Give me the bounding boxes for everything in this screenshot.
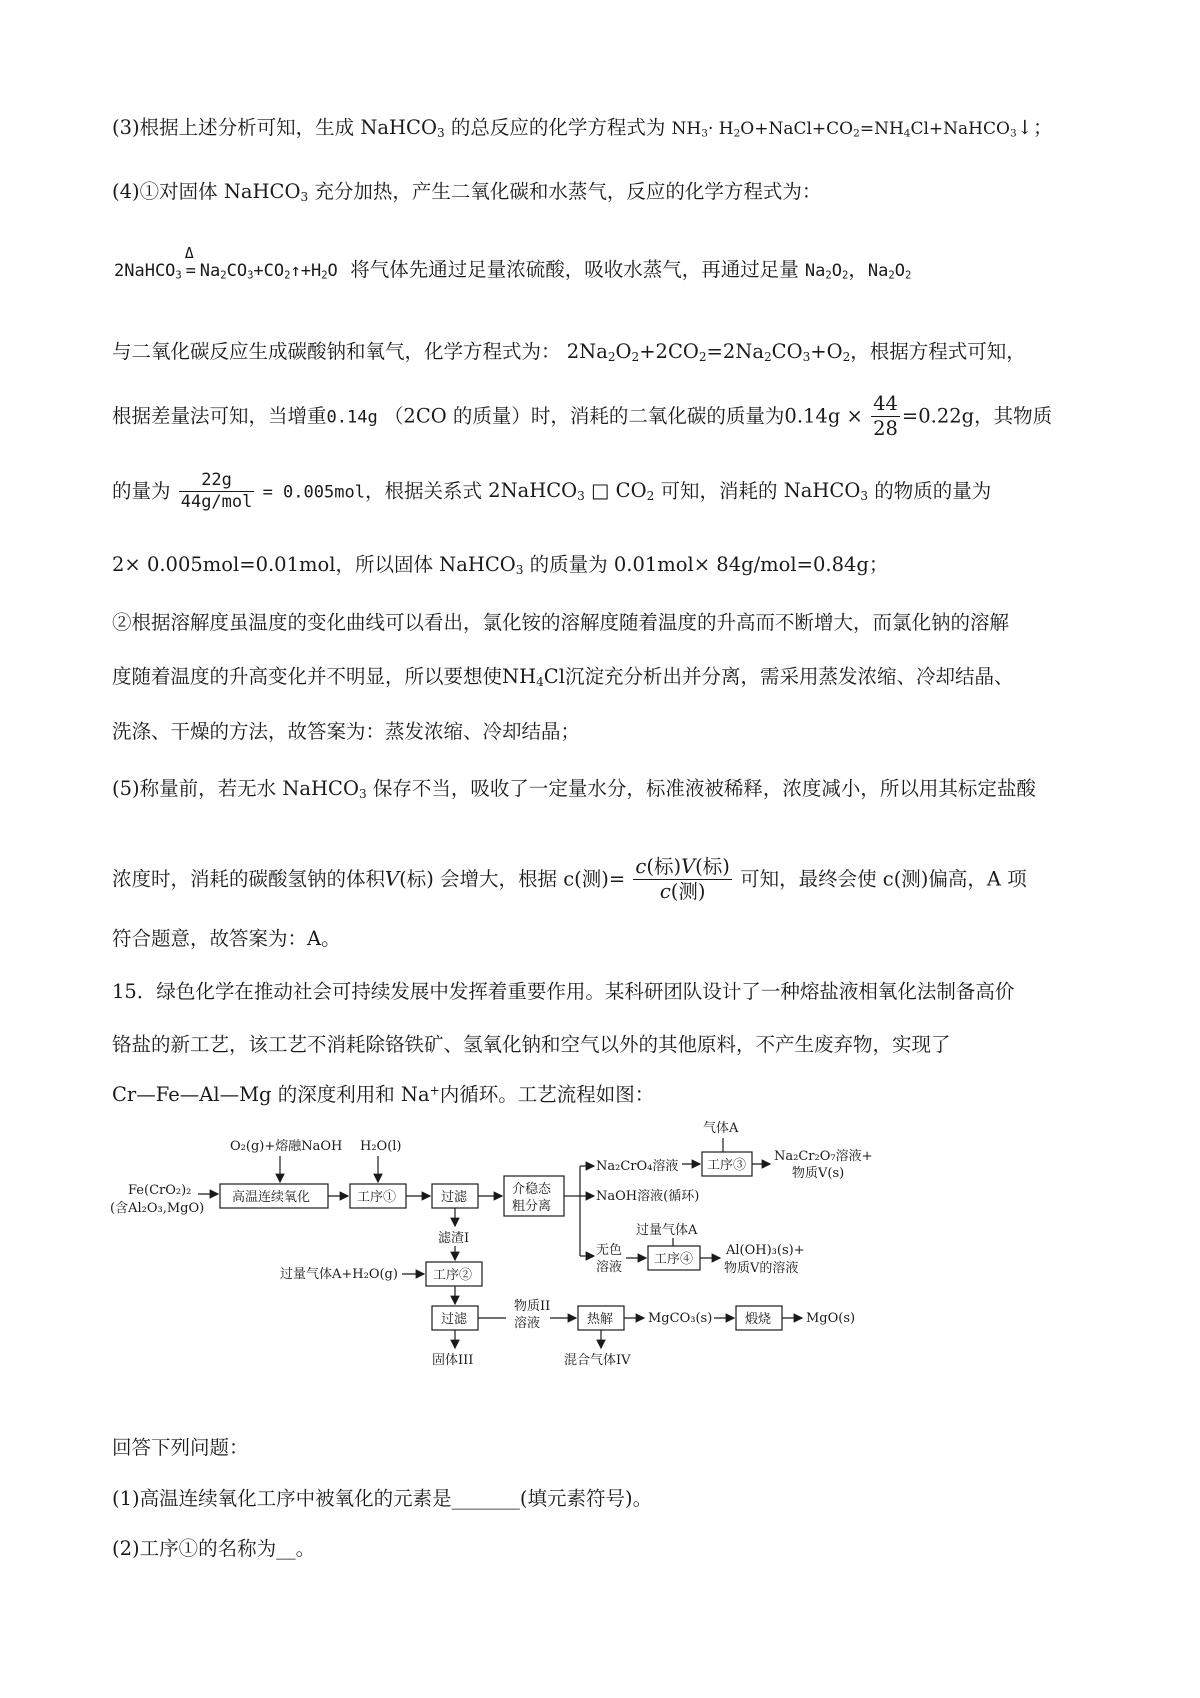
label-na2cro4: Na₂CrO₄溶液	[596, 1159, 679, 1174]
label-excess-gas-a: 过量气体A	[636, 1223, 698, 1238]
box-label: 热解	[587, 1312, 614, 1327]
diff-c: 0.14g ×	[784, 404, 863, 428]
para5-c2: 会增大，根据 c(测)=	[440, 867, 626, 891]
label-gas-a-water: 过量气体A+H₂O(g)	[280, 1267, 398, 1282]
sol-2a: 度随着温度的升高变化并不明显，所以要想使	[112, 665, 503, 688]
na2o2-reaction-line	[112, 340, 1026, 365]
amount-eq: = 0.005mol	[262, 482, 365, 503]
fraction-22-44	[179, 470, 255, 514]
para3-mid: 的总反应的化学方程式为	[450, 116, 666, 139]
amount-line	[112, 470, 991, 514]
label-substance-v-solution: 物质V的溶液	[724, 1261, 799, 1276]
fraction-numerator: c(标)V(标)	[633, 855, 731, 880]
para3-line	[112, 116, 1053, 141]
q15-line-2: 铬盐的新工艺，该工艺不消耗除铬铁矿、氢氧化钠和空气以外的其他原料，不产生废弃物，实现了	[112, 1033, 951, 1056]
diff-mass: 0.14g	[326, 407, 378, 428]
amount-b: ，根据关系式	[364, 479, 482, 503]
calc-line	[112, 553, 889, 578]
label-substance-ii: 物质II	[514, 1299, 551, 1314]
process-flow-diagram	[110, 1108, 970, 1378]
para4-by-eq: ，根据方程式可知，	[850, 340, 1026, 363]
box-label: 工序③	[707, 1158, 747, 1173]
para5-line-3: 符合题意，故答案为：A。	[112, 927, 341, 950]
formula-na2o2: $Na_2O_2$	[804, 261, 849, 282]
na2o2-equation: $2Na_2O_2+2CO_2=2Na_2CO_3+O_2$	[566, 340, 851, 365]
sub-question-1: (1)高温连续氧化工序中被氧化的元素是_______(填元素符号)。	[112, 1487, 653, 1510]
para4-na2o2-react: 与二氧化碳反应生成碳酸钠和氧气，化学方程式为：	[112, 340, 561, 363]
formula-nahco3: NaHCO$_3$	[282, 777, 367, 802]
para5-line-1	[112, 777, 1036, 802]
formula-nahco3: NaHCO$_3$	[439, 553, 524, 578]
para4-intro-b: 充分加热，产生二氧化碳和水蒸气，反应的化学方程式为：	[314, 180, 822, 203]
para5-line-2: 浓度时，消耗的碳酸氢钠的体积V(标) 会增大，根据 c(测)= $\frac{\text{c(标)V(标)}}{\text{c(测)}}$ 可知，最终会使 c(测)偏高，A 项	[112, 855, 1027, 904]
fraction-44-28	[871, 392, 900, 442]
label-o2-naoh: O₂(g)+熔融NaOH	[230, 1139, 343, 1154]
fraction-denominator: 28	[873, 417, 898, 441]
box-label: 高温连续氧化	[232, 1190, 311, 1205]
box-label: 过滤	[441, 1190, 468, 1205]
calc-b: 的质量为 0.01mol× 84g/mol=0.84g；	[529, 553, 889, 576]
fraction-denominator: c(测)	[659, 880, 706, 904]
label-substance-v: 物质V(s)	[792, 1166, 845, 1181]
formula-nahco3: NaHCO$_3$	[360, 116, 445, 141]
fraction-numerator: 44	[871, 392, 900, 417]
para4-intro-a: (4)①对固体	[112, 180, 218, 203]
decomposition-equation-line: 2NaHCO$_3$ Δ = $Na_2CO_3+CO_2↑+H_2O$ 将气体先通过足量浓硫酸，吸收水蒸气，再通过足量 $Na_2O_2$，$Na_2O_2$	[114, 244, 912, 282]
diff-b: （2CO 的质量）时，消耗的二氧化碳的质量为	[383, 404, 785, 428]
para3-prefix: (3)根据上述分析可知，生成	[112, 116, 355, 139]
diff-d: =0.22g，其物质	[901, 404, 1053, 428]
formula-na2o2: $Na_2O_2$	[867, 261, 912, 282]
label-mgco3: MgCO₃(s)	[648, 1311, 713, 1326]
label-naoh-loop: NaOH溶液(循环)	[596, 1189, 700, 1204]
calc-a: 2× 0.005mol=0.01mol，所以固体	[112, 553, 433, 576]
difference-method-line	[112, 392, 1052, 442]
label-colorless: 无色	[596, 1243, 623, 1258]
box-label: 工序①	[357, 1190, 397, 1205]
box-label: 粗分离	[512, 1199, 552, 1214]
box-label: 过滤	[441, 1312, 468, 1327]
q15-l3b: 内循环。工艺流程如图：	[439, 1083, 655, 1106]
amount-c: 可知，消耗的	[660, 479, 778, 503]
label-residue-i: 滤渣I	[438, 1231, 470, 1246]
box-label: 介稳态	[512, 1182, 552, 1197]
para3-end: ↓；	[1016, 116, 1053, 139]
diff-a: 根据差量法可知，当增重	[112, 404, 327, 428]
para4-eq-text: 将气体先通过足量浓硫酸，吸收水蒸气，再通过足量	[350, 258, 799, 281]
box-label: 煅烧	[745, 1312, 772, 1327]
answer-prompt: 回答下列问题：	[112, 1436, 249, 1459]
formula-nahco3: NaHCO$_3$	[223, 180, 309, 205]
formula-nahco3: NaHCO$_3$	[783, 479, 868, 504]
label-solid-iii: 固体III	[432, 1353, 474, 1368]
label-mgo: MgO(s)	[806, 1311, 856, 1326]
q15-line-3: Cr—Fe—Al—Mg 的深度利用和 Na+内循环。工艺流程如图：	[112, 1083, 655, 1106]
concentration-fraction	[633, 855, 731, 905]
heat-equals-sign: Δ =	[184, 244, 196, 281]
box-label: 工序②	[433, 1268, 473, 1283]
para5-a: (5)称量前，若无水	[112, 777, 277, 800]
label-mixed-gas-iv: 混合气体IV	[564, 1353, 631, 1368]
para5-b: 保存不当，吸收了一定量水分，标准液被稀释，浓度减小，所以用其标定盐酸	[372, 777, 1036, 800]
fraction-numerator: 22g	[179, 470, 255, 492]
solubility-line-2	[112, 665, 1014, 690]
solubility-line-3: 洗涤、干燥的方法，故答案为：蒸发浓缩、冷却结晶；	[112, 720, 581, 743]
equation-3: $NH_3\cdot$ $H_2O+NaCl+CO_2=NH_4Cl+NaHCO_3$	[671, 119, 1017, 140]
para5-d: 可知，最终会使 c(测)偏高，A 项	[740, 867, 1027, 891]
amount-d: 的物质的量为	[874, 479, 992, 503]
label-aloh3: Al(OH)₃(s)+	[726, 1243, 805, 1258]
label-gas-a: 气体A	[703, 1121, 739, 1136]
solubility-line-1: ②根据溶解度虽温度的变化曲线可以看出，氯化铵的溶解度随着温度的升高而不断增大，而氯化钠的溶解	[112, 611, 1010, 634]
volume-symbol: V	[385, 867, 400, 891]
label-feed-2: (含Al₂O₃,MgO)	[110, 1201, 205, 1216]
label-feed: Fe(CrO₂)₂	[128, 1183, 192, 1198]
para5-c: 浓度时，消耗的碳酸氢钠的体积	[112, 867, 386, 891]
formula-nh4cl: $NH_4Cl$	[502, 665, 565, 690]
sub-question-2: (2)工序①的名称为__。	[112, 1537, 316, 1560]
decomposition-equation: 2NaHCO$_3$ Δ = $Na_2CO_3+CO_2↑+H_2O$	[114, 244, 338, 282]
label-substance-ii-solution: 溶液	[514, 1316, 541, 1331]
para4-intro	[112, 180, 822, 205]
fraction-denominator: 44g/mol	[180, 492, 253, 513]
sol-2b: 沉淀充分析出并分离，需采用蒸发浓缩、冷却结晶、	[564, 665, 1014, 688]
label-h2o: H₂O(l)	[360, 1139, 402, 1154]
amount-a: 的量为	[112, 479, 171, 503]
relation-formula: 2NaHCO$_3$ □ $CO_2$	[488, 479, 655, 504]
q15-line-1: 15．绿色化学在推动社会可持续发展中发挥着重要作用。某科研团队设计了一种熔盐液相氧化法制备高价	[112, 980, 1015, 1003]
label-dichromate: Na₂Cr₂O₇溶液+	[774, 1149, 873, 1164]
q15-l3a: Cr—Fe—Al—Mg 的深度利用和 Na	[112, 1083, 430, 1106]
box-label: 工序④	[654, 1252, 694, 1267]
label-solution: 溶液	[596, 1260, 623, 1275]
